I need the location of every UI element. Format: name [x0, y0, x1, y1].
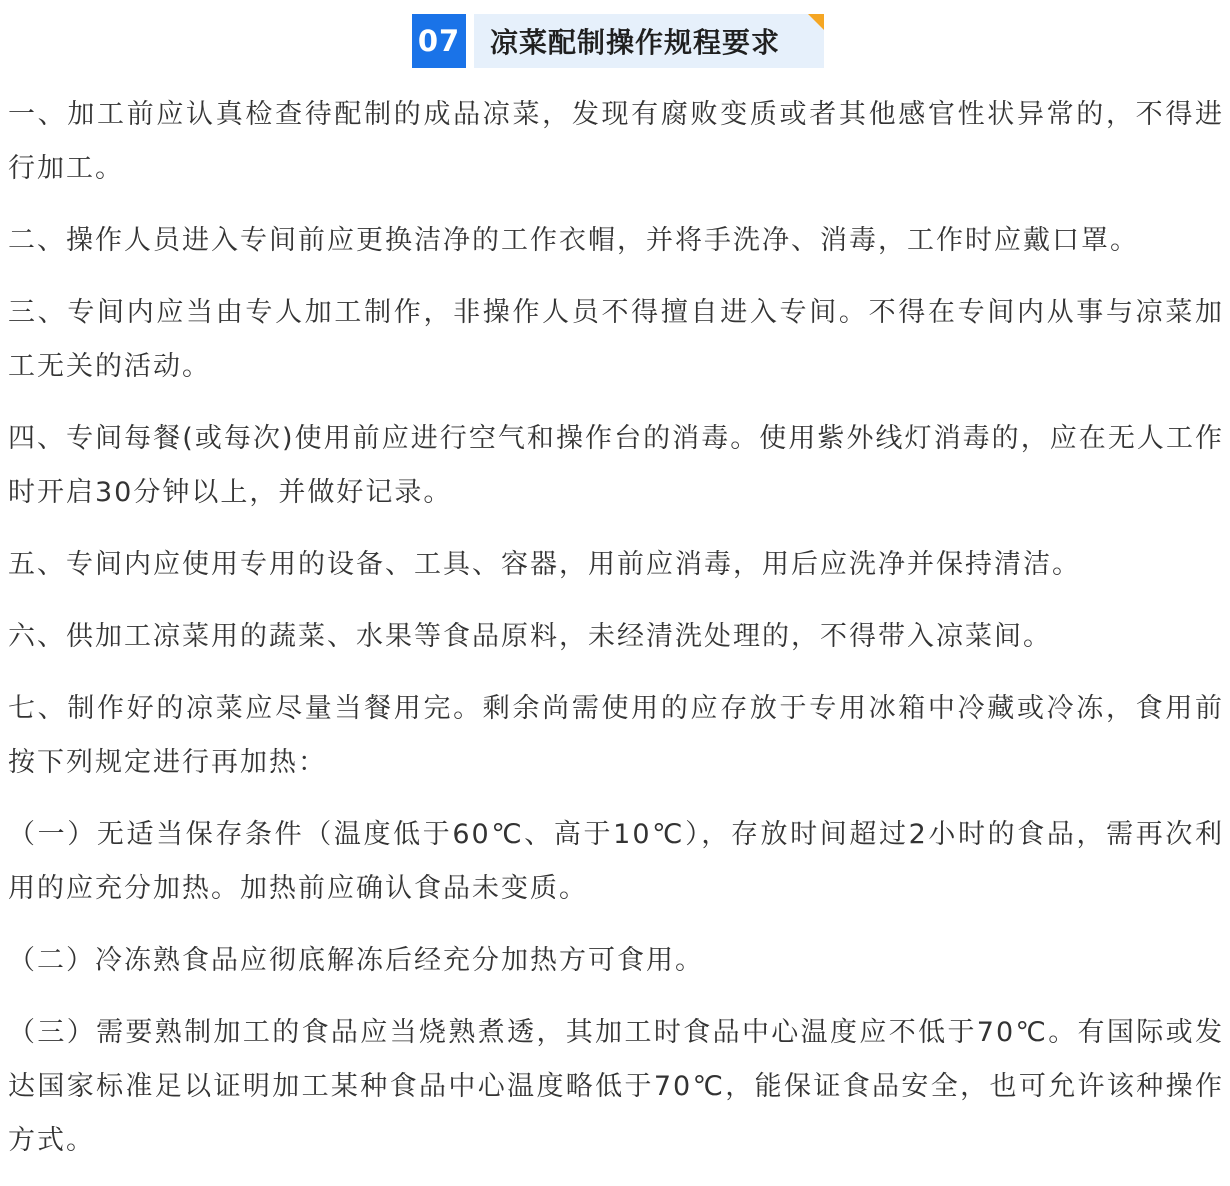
- section-title: 凉菜配制操作规程要求: [490, 26, 781, 59]
- paragraph-3: 三、专间内应当由专人加工制作，非操作人员不得擅自进入专间。不得在专间内从事与凉菜加工无关的活动。: [8, 297, 1224, 382]
- section-number-badge: 07: [412, 14, 466, 68]
- paragraph-6: 六、供加工凉菜用的蔬菜、水果等食品原料，未经清洗处理的，不得带入凉菜间。: [8, 621, 1052, 652]
- section-title-box: [474, 14, 824, 68]
- paragraph-4: 四、专间每餐(或每次)使用前应进行空气和操作台的消毒。使用紫外线灯消毒的，应在无人工作时开启30分钟以上，并做好记录。: [8, 423, 1224, 508]
- section-header: [412, 14, 824, 68]
- article-body: [8, 88, 1224, 1186]
- paragraph-1: 一、加工前应认真检查待配制的成品凉菜，发现有腐败变质或者其他感官性状异常的，不得进行加工。: [8, 99, 1224, 184]
- paragraph-9: （二）冷冻熟食品应彻底解冻后经充分加热方可食用。: [8, 945, 704, 976]
- paragraph-2: 二、操作人员进入专间前应更换洁净的工作衣帽，并将手洗净、消毒，工作时应戴口罩。: [8, 225, 1139, 256]
- paragraph-5: 五、专间内应使用专用的设备、工具、容器，用前应消毒，用后应洗净并保持清洁。: [8, 549, 1081, 580]
- corner-accent-icon: [808, 14, 824, 30]
- paragraph-10: （三）需要熟制加工的食品应当烧熟煮透，其加工时食品中心温度应不低于70℃。有国际或发达国家标准足以证明加工某种食品中心温度略低于70℃，能保证食品安全，也可允许该种操作方式。: [8, 1017, 1224, 1156]
- paragraph-8: （一）无适当保存条件（温度低于60℃、高于10℃），存放时间超过2小时的食品，需再次利用的应充分加热。加热前应确认食品未变质。: [8, 819, 1224, 904]
- paragraph-7: 七、制作好的凉菜应尽量当餐用完。剩余尚需使用的应存放于专用冰箱中冷藏或冷冻，食用前按下列规定进行再加热：: [8, 693, 1224, 778]
- header-gap: [466, 14, 474, 68]
